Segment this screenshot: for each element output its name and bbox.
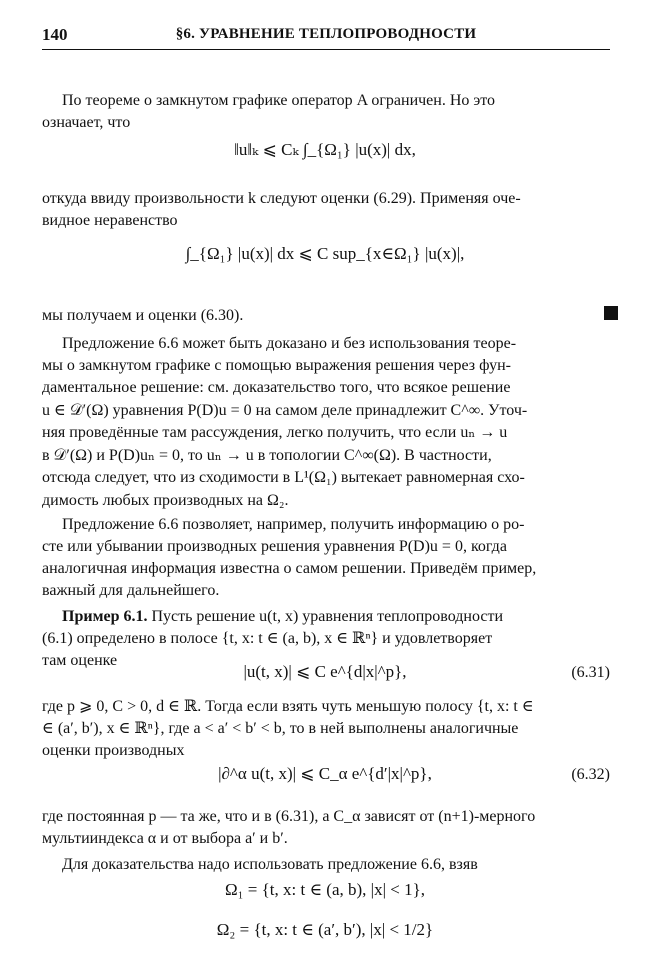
text-line: где постоянная p — та же, что и в (6.31), а C_α зависят от (n+1)-мерного: [42, 808, 536, 825]
text-line: даментальное решение: см. доказательство того, что всякое решение: [42, 379, 511, 396]
text-line: в 𝒟′(Ω) и P(D)uₙ = 0, то uₙ → u в топологии C^∞(Ω). В частности,: [42, 447, 492, 464]
section-title: §6. УРАВНЕНИЕ ТЕПЛОПРОВОДНОСТИ: [175, 26, 477, 42]
text-line: там оценке: [42, 652, 118, 669]
text-line: Предложение 6.6 может быть доказано и без использования теоре-: [62, 335, 517, 352]
text-line: мы получаем и оценки (6.30).: [42, 307, 244, 324]
display-formula: ‖u‖ₖ ⩽ Cₖ ∫_{Ω₁} |u(x)| dx,: [234, 140, 416, 159]
text-line: (6.1) определено в полосе {t, x: t ∈ (a, b), x ∈ ℝⁿ} и удовлетворяет: [42, 630, 493, 647]
text-line: означает, что: [42, 114, 131, 131]
text-line: u ∈ 𝒟′(Ω) уравнения P(D)u = 0 на самом деле принадлежит C^∞. Уточ-: [42, 402, 528, 419]
display-formula: |∂^α u(t, x)| ⩽ C_α e^{d′|x|^p},: [218, 764, 432, 783]
display-formula: Ω₂ = {t, x: t ∈ (a′, b′), |x| < 1/2}: [216, 920, 434, 939]
text-line: откуда ввиду произвольности k следуют оценки (6.29). Применяя оче-: [42, 190, 521, 207]
text-line: важный для дальнейшего.: [42, 582, 220, 599]
display-formula: ∫_{Ω₁} |u(x)| dx ⩽ C sup_{x∈Ω₁} |u(x)|,: [185, 244, 465, 263]
example-label: Пример 6.1.: [62, 608, 148, 625]
text-line: Для доказательства надо использовать предложение 6.6, взяв: [62, 856, 478, 873]
text-line: Пример 6.1. Пусть решение u(t, x) уравнения теплопроводности: [62, 608, 504, 625]
display-formula: |u(t, x)| ⩽ C e^{d|x|^p},: [243, 662, 407, 681]
equation-number: (6.31): [571, 664, 610, 681]
equation-number: (6.32): [571, 766, 610, 783]
text-line: сте или убывании производных решения уравнения P(D)u = 0, когда: [42, 538, 507, 555]
text-line: мультииндекса α и от выбора a′ и b′.: [42, 830, 288, 847]
qed-square-icon: [604, 306, 618, 320]
text-line: оценки производных: [42, 742, 185, 759]
display-formula: Ω₁ = {t, x: t ∈ (a, b), |x| < 1},: [225, 880, 425, 899]
text-line: димость любых производных на Ω₂.: [42, 492, 289, 509]
running-header: [42, 25, 610, 50]
text-line: По теореме о замкнутом графике оператор A ограничен. Но это: [62, 92, 496, 109]
text-line: видное неравенство: [42, 212, 178, 229]
text-line: ∈ (a′, b′), x ∈ ℝⁿ}, где a < a′ < b′ < b, то в ней выполнены аналогичные: [42, 720, 519, 737]
text-line: Предложение 6.6 позволяет, например, получить информацию о ро-: [62, 516, 525, 533]
page-number: 140: [42, 25, 68, 44]
text-line: аналогичная информация известна о самом решении. Приведём пример,: [42, 560, 537, 577]
text-line: где p ⩾ 0, C > 0, d ∈ ℝ. Тогда если взять чуть меньшую полосу {t, x: t ∈: [42, 698, 534, 715]
text-line: мы о замкнутом графике с помощью выражения решения через фун-: [42, 357, 511, 374]
text-line: няя проведённые там рассуждения, легко получить, что если uₙ → u: [42, 424, 508, 441]
text-line: отсюда следует, что из сходимости в L¹(Ω₁) вытекает равномерная схо-: [42, 469, 525, 486]
